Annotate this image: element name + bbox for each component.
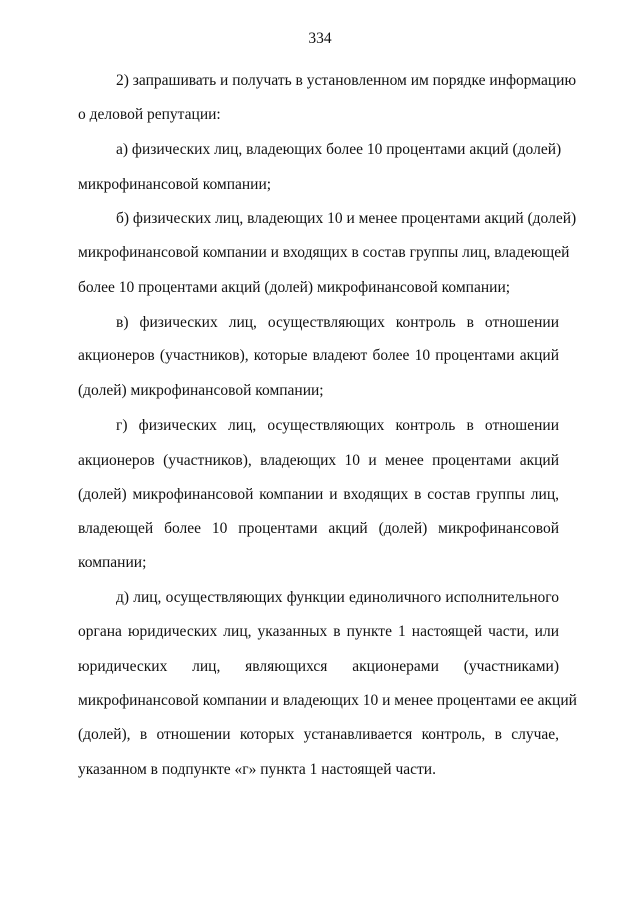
- item-d-line-5: (долей), в отношении которых устанавливается контроль, в случае,: [78, 726, 559, 743]
- page-number: 334: [308, 30, 332, 47]
- item-b-line-1: б) физических лиц, владеющих 10 и менее процентами акций (долей): [116, 210, 577, 227]
- item-a-line-1: а) физических лиц, владеющих более 10 процентами акций (долей): [116, 141, 562, 158]
- item-g-line-4: владеющей более 10 процентами акций (долей) микрофинансовой: [78, 520, 559, 537]
- item-d-line-2: органа юридических лиц, указанных в пункте 1 настоящей части, или: [78, 623, 559, 640]
- item-g-line-1: г) физических лиц, осуществляющих контроль в отношении: [116, 417, 559, 434]
- item-d-line-3: юридических лиц, являющихся акционерами (участниками): [78, 658, 559, 675]
- item-g-line-3: (долей) микрофинансовой компании и входящих в состав группы лиц,: [78, 486, 559, 503]
- item-b-line-2: микрофинансовой компании и входящих в состав группы лиц, владеющей: [78, 244, 570, 261]
- item-b-line-3: более 10 процентами акций (долей) микрофинансовой компании;: [78, 279, 511, 296]
- item-g-line-5: компании;: [78, 554, 147, 571]
- item-d-line-6: указанном в подпункте «г» пункта 1 настоящей части.: [78, 761, 436, 778]
- item-a-line-2: микрофинансовой компании;: [78, 176, 272, 193]
- item-v-line-3: (долей) микрофинансовой компании;: [78, 382, 324, 399]
- item-d-line-1: д) лиц, осуществляющих функции единоличного исполнительного: [116, 589, 559, 606]
- item-v-line-1: в) физических лиц, осуществляющих контроль в отношении: [116, 314, 559, 331]
- item-g-line-2: акционеров (участников), владеющих 10 и менее процентами акций: [78, 452, 559, 469]
- paragraph-2-line-2: о деловой репутации:: [78, 106, 221, 123]
- item-v-line-2: акционеров (участников), которые владеют более 10 процентами акций: [78, 347, 559, 364]
- paragraph-2-line-1: 2) запрашивать и получать в установленном им порядке информацию: [116, 72, 577, 89]
- item-d-line-4: микрофинансовой компании и владеющих 10 и менее процентами ее акций: [78, 692, 577, 709]
